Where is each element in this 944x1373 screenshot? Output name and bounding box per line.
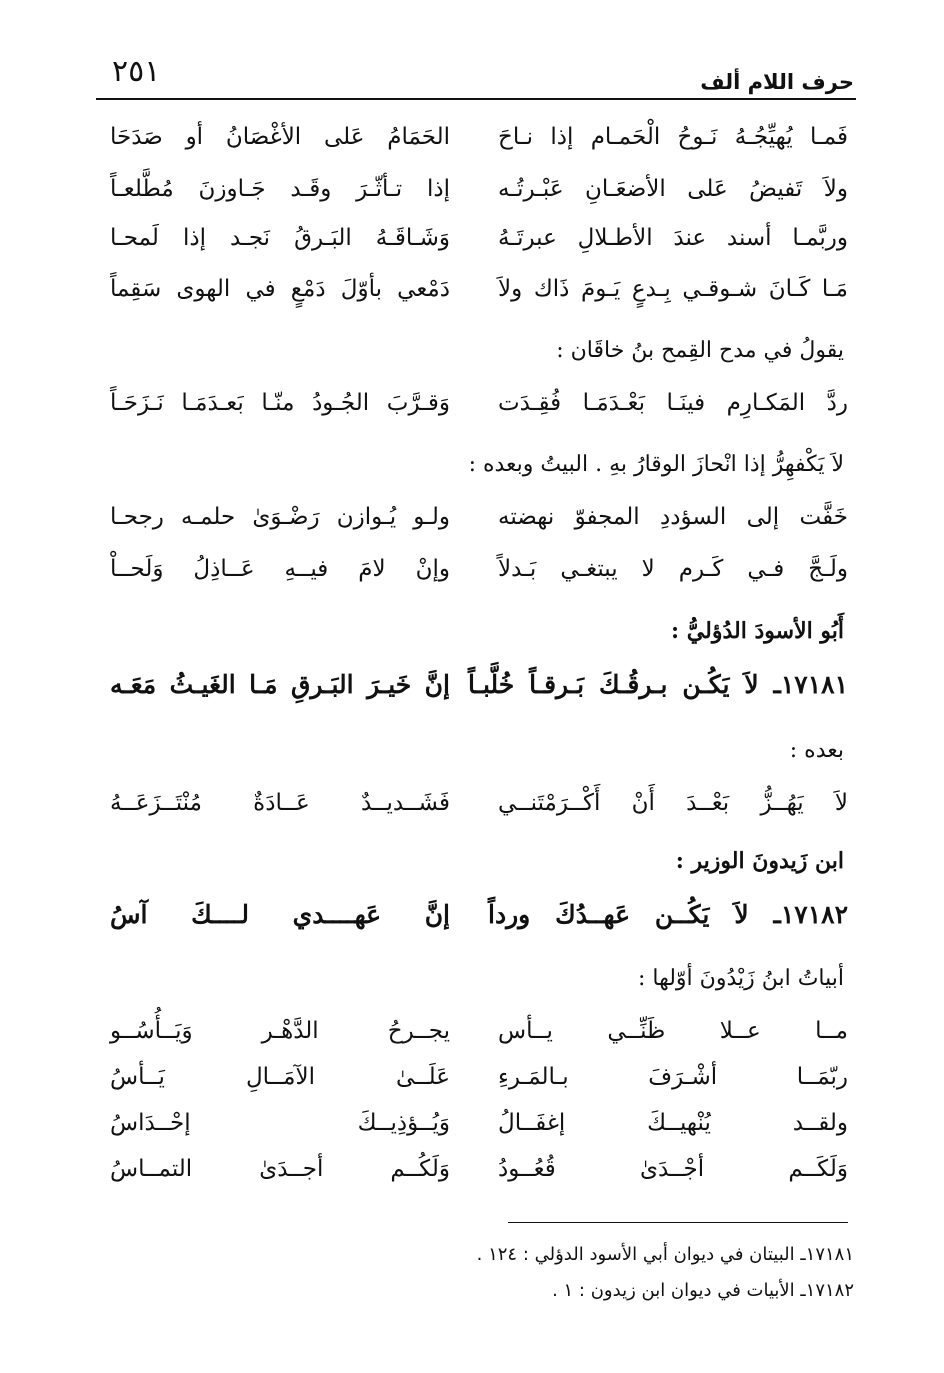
- first-hemistich: ولاَ تَفيضُ عَلى الأضعَـانِ عَبْـرتُـه: [498, 176, 848, 202]
- running-title: حرف اللام ألف: [700, 70, 854, 94]
- verse-line: [110, 1064, 848, 1104]
- first-hemistich: ردَّ المَكـارِم فينَـا بَعْـدَمَـا فُقِـدَت: [498, 390, 848, 416]
- verse-line: [110, 225, 848, 265]
- first-hemistich: وربَّمـا أسند عندَ الأطـلالِ عبرتَـهُ: [498, 225, 848, 251]
- second-hemistich: وَيُــؤذِيــكَ إحْــدَاسُ: [110, 1110, 450, 1136]
- second-hemistich: إنَّ عَهــــدي لــــكَ آسُ: [110, 900, 450, 929]
- first-hemistich: ١٧١٨٢ـ لاَ يَكُــن عَهــدُكَ ورداً: [488, 900, 848, 929]
- verse-line: [110, 1018, 848, 1058]
- prose-line: بعده :: [789, 738, 844, 763]
- first-hemistich: فَمـا يُهيِّجُـهُ نَـوحُ الْحَمـام إذا نـاحَ: [498, 124, 848, 150]
- first-hemistich: مَـا كَـانَ شـوقـي بِـدعٍ يَـومَ ذَاك ولاَ: [498, 276, 848, 302]
- first-hemistich: ولَـجَّ فـي كَـرم لا يبتغـي بَـدلاً: [498, 556, 848, 582]
- second-hemistich: وَقـرَّبَ الجُـودُ منّـا بَعـدَمَـا نَـزَحَـاً: [110, 390, 450, 416]
- verse-line: [110, 276, 848, 316]
- numbered-verse: [110, 900, 848, 940]
- first-hemistich: ١٧١٨١ـ لاَ يَكُـن بـرقُـكَ بَـرقـاً خُلَّبـاً: [468, 670, 848, 699]
- first-hemistich: ولقــد يُنْهيــكَ إغفَــالُ: [498, 1110, 848, 1136]
- verse-line: [110, 124, 848, 164]
- verse-line: [110, 790, 848, 830]
- footnote: ١٧١٨١ـ البيتان في ديوان أبي الأسود الدؤلي : ١٢٤ .: [476, 1244, 854, 1265]
- first-hemistich: وَلَكَــم أجْــدَىٰ قُعُــودُ: [498, 1156, 848, 1182]
- first-hemistich: لاَ يَهُــزُّ بَعْــدَ أَنْ أَكْــرَمْتَنــي: [498, 790, 848, 816]
- footnote: ١٧١٨٢ـ الأبيات في ديوان ابن زيدون : ١ .: [552, 1280, 854, 1301]
- second-hemistich: فَشَــديــدٌ عَــادَةٌ مُنْتَــزَعَــهُ: [110, 790, 450, 816]
- second-hemistich: إنَّ خَيـرَ البَـرقِ مَـا الغَيـثُ مَعَـه: [110, 670, 450, 699]
- first-hemistich: خَفَّت إلى السؤددِ المجفوّ نهضته: [498, 504, 848, 530]
- verse-line: [110, 1110, 848, 1150]
- second-hemistich: عَلَــىٰ الآمَــالِ يَــأسُ: [110, 1064, 450, 1090]
- second-hemistich: وإنْ لامَ فيــهِ عَــاذِلُ وَلَحــاْ: [110, 556, 450, 582]
- second-hemistich: وَشَـاقَـهُ البَـرقُ نَجـد إذا لَمحـا: [110, 225, 450, 251]
- footnote-rule: [508, 1222, 848, 1223]
- second-hemistich: يجــرحُ الدَّهْـر وَيَــأُسُــو: [110, 1018, 450, 1044]
- header-rule: [96, 98, 856, 100]
- poet-heading: ابن زَيدونَ الوزير :: [675, 848, 844, 874]
- second-hemistich: دَمْعي بأوّلَ دَمْعٍ في الهوى سَقِماً: [110, 276, 450, 302]
- page-header: [96, 52, 854, 96]
- verse-line: [110, 1156, 848, 1196]
- prose-line: لاَ يَكْفهِرُّ إذا انْحازَ الوقارُ بهِ . البيتُ وبعده :: [468, 452, 844, 477]
- prose-line: أبياتُ ابنُ زَيْدُونَ أوّلها :: [637, 966, 844, 991]
- prose-line: يقولُ في مدح القِمح بنُ خاقَان :: [556, 338, 844, 363]
- first-hemistich: مــا عــلا ظَنِّــي يــأس: [498, 1018, 848, 1044]
- second-hemistich: وَلَكُــم أجــدَىٰ التمــاسُ: [110, 1156, 450, 1182]
- verse-line: [110, 556, 848, 596]
- verse-line: [110, 390, 848, 430]
- second-hemistich: ولـو يُـوازن رَضْـوَىٰ حلمـه رجحـا: [110, 504, 450, 530]
- page-number: ٢٥١: [112, 54, 161, 89]
- second-hemistich: الحَمَامُ عَلى الأغْصَانُ أو صَدَحَا: [110, 124, 450, 150]
- numbered-verse: [110, 670, 848, 710]
- verse-line: [110, 504, 848, 544]
- verse-line: [110, 176, 848, 216]
- poet-heading: أَبُو الأسودَ الدُؤليُّ :: [671, 618, 844, 644]
- first-hemistich: ربّمَــا أشْـرَفَ بـالمَـرءِ: [498, 1064, 848, 1090]
- second-hemistich: إذا تـأثّـرَ وقَـد جَـاوزنَ مُطَّلعـاً: [110, 176, 450, 202]
